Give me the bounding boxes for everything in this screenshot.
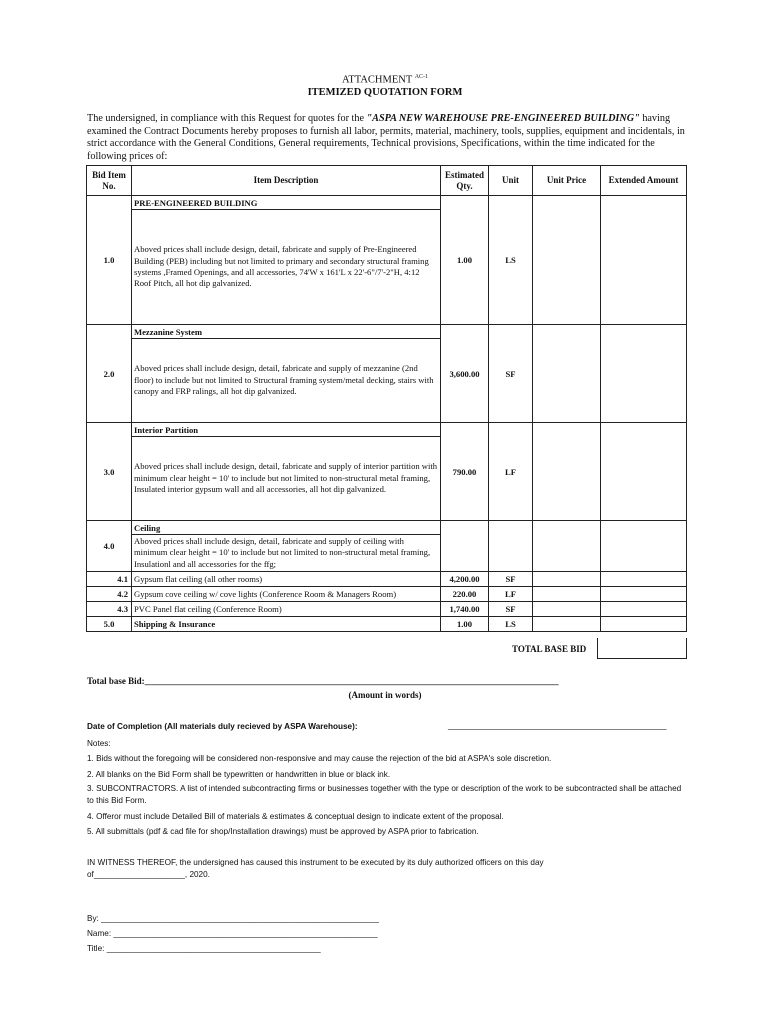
header-bid-item: Bid Item No. [87, 166, 132, 196]
date-of-completion-label: Date of Completion (All materials duly recieved by ASPA Warehouse): [87, 722, 358, 731]
item-unit: LS [489, 196, 533, 325]
subitem-no: 4.3 [87, 602, 132, 617]
table-row [87, 196, 687, 210]
intro-paragraph: The undersigned, in compliance with this Request for quotes for the "ASPA NEW WAREHOUSE PRE-ENGINEERED BUILDING" having examined the Contract Documents hereby proposes to furnish all labor, permits, material, machinery, tools, supplies, equipment and incidentals, in strict accordance with the General Conditions, General requirements, Technical provisions, Specifications, within the time indicated for the following prices of: [87, 113, 685, 162]
header-extended: Extended Amount [601, 166, 687, 196]
table-header-row [87, 166, 687, 196]
subitem-description: Gypsum flat ceiling (all other rooms) [132, 572, 441, 587]
extended-amount-cell[interactable] [601, 617, 687, 632]
total-base-bid-field[interactable] [597, 638, 687, 659]
item-no: 5.0 [87, 617, 132, 632]
table-row [87, 423, 687, 437]
form-title: ITEMIZED QUOTATION FORM [307, 87, 463, 98]
extended-amount-cell[interactable] [601, 587, 687, 602]
bid-table [86, 165, 687, 632]
name-field[interactable]: Name: __________________________________________________________ [87, 929, 378, 938]
extended-amount-cell[interactable] [601, 325, 687, 423]
unit-price-cell[interactable] [533, 617, 601, 632]
item-title: Mezzanine System [132, 325, 441, 339]
notes-title: Notes: [87, 739, 111, 748]
subitem-no: 4.2 [87, 587, 132, 602]
item-no: 4.0 [87, 521, 132, 572]
unit-price-cell[interactable] [533, 572, 601, 587]
item-qty [441, 521, 489, 572]
attachment-label: ATTACHMENT $^{AC-1}$ [341, 74, 429, 86]
amount-in-words-caption: (Amount in words) [348, 690, 422, 700]
subitem-unit: SF [489, 602, 533, 617]
item-unit [489, 521, 533, 572]
item-no: 3.0 [87, 423, 132, 521]
table-row [87, 602, 687, 617]
unit-price-cell[interactable] [533, 196, 601, 325]
note-item: 4. Offeror must include Detailed Bill of materials & estimates & conceptual design to indicate extent of the proposal. [87, 812, 504, 821]
table-row [87, 521, 687, 535]
extended-amount-cell[interactable] [601, 602, 687, 617]
date-of-completion-field[interactable]: ________________________________________________ [448, 721, 667, 730]
item-unit: LF [489, 423, 533, 521]
header-unit: Unit [489, 166, 533, 196]
shipping-unit: LS [489, 617, 533, 632]
table-row [87, 572, 687, 587]
item-qty: 3,600.00 [441, 325, 489, 423]
item-description: Aboved prices shall include design, detail, fabricate and supply of mezzanine (2nd floor) to include but not limited to Structural framing system/metal decking, stairs with canopy and FRP ralings, all hot dip galvanized. [132, 339, 441, 423]
header-description: Item Description [132, 166, 441, 196]
extended-amount-cell[interactable] [601, 423, 687, 521]
item-title: Ceiling [132, 521, 441, 535]
extended-amount-cell[interactable] [601, 196, 687, 325]
by-field[interactable]: By: _____________________________________________________________ [87, 914, 379, 923]
item-title: PRE-ENGINEERED BUILDING [132, 196, 441, 210]
subitem-qty: 1,740.00 [441, 602, 489, 617]
note-item: 2. All blanks on the Bid Form shall be typewritten or handwritten in blue or black ink. [87, 770, 391, 779]
item-no: 1.0 [87, 196, 132, 325]
unit-price-cell[interactable] [533, 602, 601, 617]
table-row [87, 325, 687, 339]
unit-price-cell[interactable] [533, 423, 601, 521]
header-unit-price: Unit Price [533, 166, 601, 196]
table-row [87, 587, 687, 602]
item-qty: 1.00 [441, 196, 489, 325]
note-item: 1. Bids without the foregoing will be considered non-responsive and may cause the rejection of the bid at ASPA's sole discretion. [87, 754, 552, 763]
item-unit: SF [489, 325, 533, 423]
subitem-unit: LF [489, 587, 533, 602]
shipping-qty: 1.00 [441, 617, 489, 632]
shipping-description: Shipping & Insurance [132, 617, 441, 632]
extended-amount-cell[interactable] [601, 521, 687, 572]
title-field[interactable]: Title: _______________________________________________ [87, 944, 321, 953]
subitem-qty: 220.00 [441, 587, 489, 602]
total-base-bid-line[interactable]: Total base Bid:____________________________________________________________________________________________ [87, 676, 559, 686]
item-description: Aboved prices shall include design, detail, fabricate and supply of interior partition with minimum clear height = 10' to include but not limited to non-structural metal framing, Insulated interior gypsum wall and all accessories, all hot dip galvanized. [132, 437, 441, 521]
witness-statement: IN WITNESS THEREOF, the undersigned has caused this instrument to be executed by its duly authorized officers on this day of____________________, 2020. [87, 858, 544, 879]
header-qty: Estimated Qty. [441, 166, 489, 196]
subitem-description: PVC Panel flat ceiling (Conference Room) [132, 602, 441, 617]
note-item: 5. All submittals (pdf & cad file for shop/Installation drawings) must be approved by ASPA prior to fabrication. [87, 827, 479, 836]
item-title: Interior Partition [132, 423, 441, 437]
total-base-bid-label: TOTAL BASE BID [512, 644, 587, 654]
subitem-qty: 4,200.00 [441, 572, 489, 587]
item-qty: 790.00 [441, 423, 489, 521]
subitem-unit: SF [489, 572, 533, 587]
subitem-description: Gypsum cove ceiling w/ cove lights (Conference Room & Managers Room) [132, 587, 441, 602]
unit-price-cell[interactable] [533, 521, 601, 572]
unit-price-cell[interactable] [533, 325, 601, 423]
item-description: Aboved prices shall include design, detail, fabricate and supply of ceiling with minimum clear height = 10' to include but not limited to non-structural metal framing, Insulationl and all accessories for the ffg; [132, 535, 441, 572]
note-item: 3. SUBCONTRACTORS. A list of intended subcontracting firms or businesses together with the type or description of the work to be subcontracted shall be attached to this Bid Form. [87, 784, 682, 805]
table-row [87, 617, 687, 632]
unit-price-cell[interactable] [533, 587, 601, 602]
subitem-no: 4.1 [87, 572, 132, 587]
item-no: 2.0 [87, 325, 132, 423]
extended-amount-cell[interactable] [601, 572, 687, 587]
item-description: Aboved prices shall include design, detail, fabricate and supply of Pre-Engineered Building (PEB) including but not limited to primary and secondary structural framing systems ,Framed Openings, and all accessories, 74'W x 161'L x 22'-6"/7'-2"H, 4:12 Roof Pitch, all hot dip galvanized. [132, 210, 441, 325]
